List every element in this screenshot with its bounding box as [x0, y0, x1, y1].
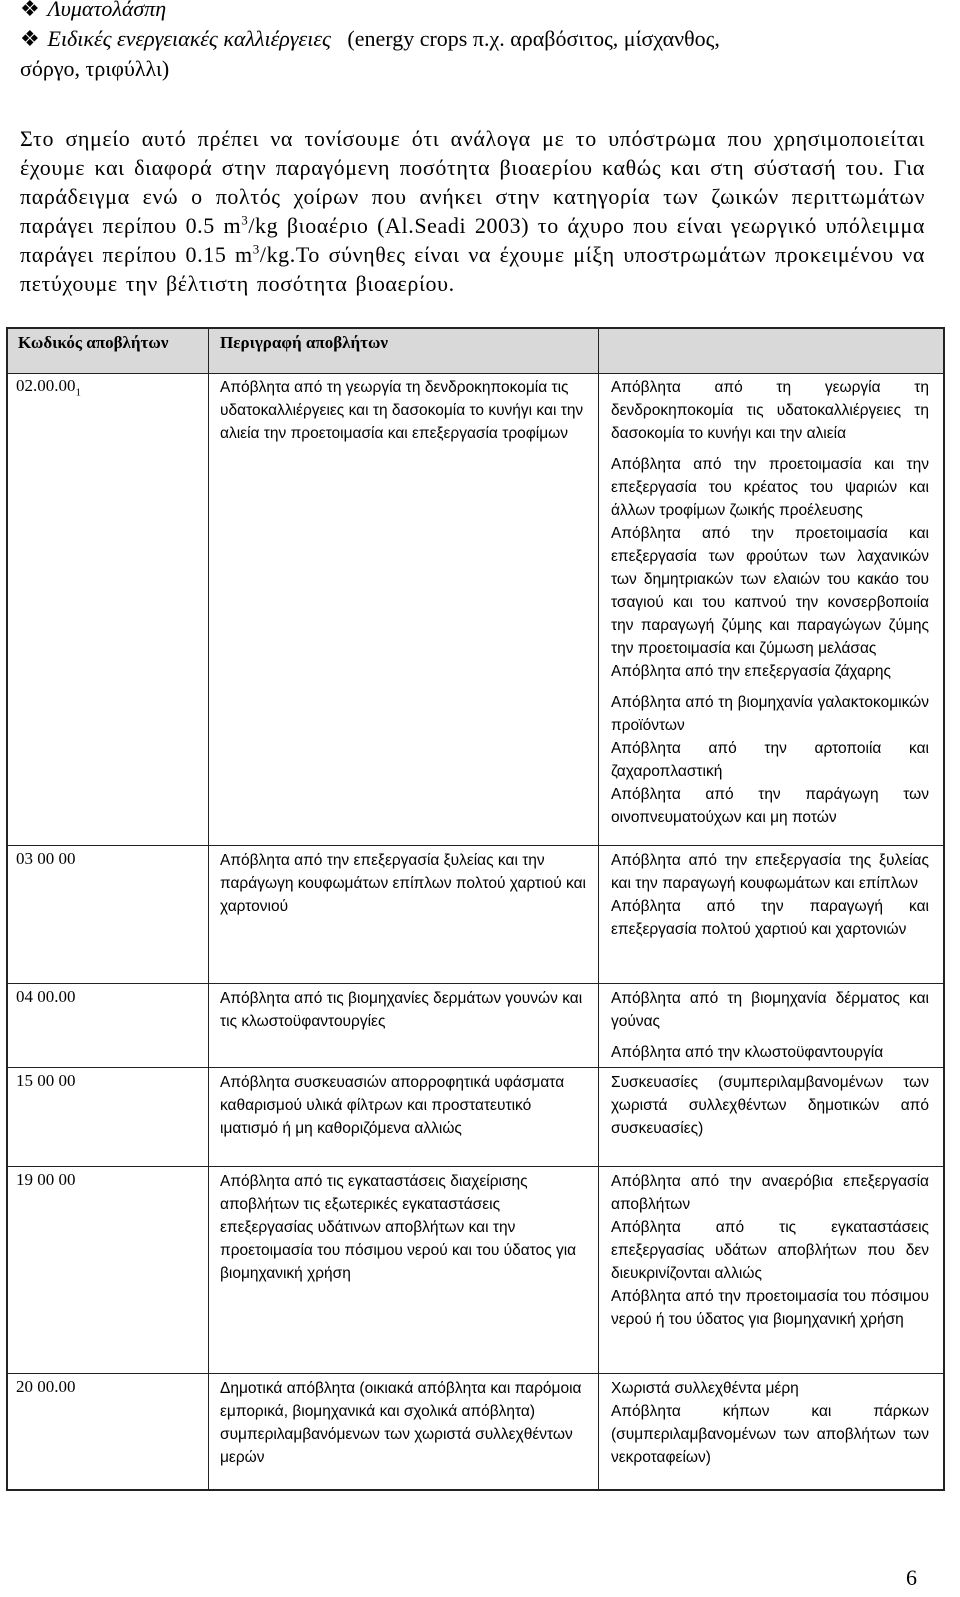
- table-row-description: Απόβλητα από τις βιομηχανίες δερμάτων γουνών και τις κλωστοϋφαντουργίες: [220, 990, 583, 1030]
- bullet-extra: (energy crops π.χ. αραβόσιτος, μίσχανθος,: [347, 26, 720, 51]
- table-row-categories: Συσκευασίες (συμπεριλαμβανομένων των χωριστά συλλεχθέντων δημοτικών από συσκευασίες): [611, 1074, 929, 1137]
- page-number: 6: [906, 1565, 917, 1590]
- table-row-description: Απόβλητα από την επεξεργασία ξυλείας και την παράγωγη κουφωμάτων επίπλων πολτού χαρτιού και χαρτονιού: [220, 852, 586, 915]
- table-row-code: 19 00 00: [16, 1170, 76, 1189]
- diamond-bullet-icon: ❖: [20, 0, 40, 21]
- table-row-code: 20 00.00: [16, 1377, 76, 1396]
- table-row-description: Δημοτικά απόβλητα (οικιακά απόβλητα και παρόμοια εμπορικά, βιομηχανικά και σχολικά απόβλητα) συμπεριλαμβανόμενων των χωριστά συλλεχθέντων μερών: [220, 1380, 582, 1466]
- waste-codes-table: [6, 327, 945, 1491]
- body-paragraph: Στο σημείο αυτό πρέπει να τονίσουμε ότι ανάλογα με το υπόστρωμα που χρησιμοποιείται έχουμε και διαφορά στην παραγόμενη ποσότητα βιοαερίου καθώς και στη σύστασή του. Για παράδειγμα ενώ ο πολτός χοίρων που ανήκει στην κατηγορία των ζωικών περιττωμάτων παράγει περίπου 0.5 $m^3/kg$ βιοαέριο (Al.Seadi 2003) το άχυρο που είναι γεωργικό υπόλειμμα παράγει περίπου 0.15 $m^3/kg.To$ σύνηθες είναι να έχουμε μίξη υποστρωμάτων προκειμένου να πετύχουμε την βέλτιστη ποσότητα βιοαερίου.: [20, 126, 925, 296]
- diamond-bullet-icon: ❖: [20, 26, 40, 51]
- bullet-item: [20, 24, 940, 54]
- bullet-text: Ειδικές ενεργειακές καλλιέργειες: [47, 26, 331, 51]
- table-row-categories: Απόβλητα από την επεξεργασία της ξυλείας και την παραγωγή κουφωμάτων και επίπλων Απόβλητα από την παραγωγή και επεξεργασία πολτού χαρτιού και χαρτονιών: [611, 852, 929, 938]
- row-divider: [8, 1067, 943, 1068]
- table-row-code: 04 00.00: [16, 987, 76, 1006]
- table-row-categories: Απόβλητα από την αναερόβια επεξεργασία αποβλήτων Απόβλητα από τις εγκαταστάσεις επεξεργασίας υδάτων αποβλήτων που δεν διευκρινίζονται αλλιώς Απόβλητα από την προετοιμασία του πόσιμου νερού ή του ύδατος για βιομηχανική χρήση: [611, 1173, 929, 1328]
- row-divider: [8, 1166, 943, 1167]
- header-description: Περιγραφή αποβλήτων: [220, 333, 389, 352]
- row-divider: [8, 845, 943, 846]
- table-row-code: 03 00 00: [16, 849, 76, 868]
- row-divider: [8, 1373, 943, 1374]
- table-row-description: Απόβλητα από τις εγκαταστάσεις διαχείρισης αποβλήτων τις εξωτερικές εγκαταστάσεις επεξεργασίας υδάτινων αποβλήτων και την προετοιμασία του πόσιμου νερού και του ύδατος για βιομηχανική χρήση: [220, 1173, 577, 1282]
- table-row-description: Απόβλητα συσκευασιών απορροφητικά υφάσματα καθαρισμού υλικά φίλτρων και προστατευτικό ιματισμό ή μη καθοριζόμενα αλλιώς: [220, 1074, 565, 1137]
- column-divider: [598, 329, 599, 1489]
- header-code: Κωδικός αποβλήτων: [18, 333, 169, 352]
- table-row-categories: Χωριστά συλλεχθέντα μέρη Απόβλητα κήπων και πάρκων (συμπεριλαμβανομένων των αποβλήτων των νεκροταφείων): [611, 1380, 929, 1466]
- table-row-code: $02.00.00_1$: [16, 376, 81, 399]
- table-row-categories: Απόβλητα από τη γεωργία τη δενδροκηποκομία τις υδατοκαλλιέργειες τη δασοκομία το κυνήγι και την αλιεία Απόβλητα από την προετοιμασία και την επεξεργασία του κρέατος του ψαριών και άλλων τροφίμων ζωικής προέλευσης Απόβλητα από την προετοιμασία και επεξεργασία των φρούτων των λαχανικών των δημητριακών των ελαιών του κακάο του τσαγιού και του καπνού την κονσερβοποιία την παραγωγή ζύμης και παραγώγων ζύμης την προετοιμασία και ζύμωση μελάσας Απόβλητα από την επεξεργασία ζάχαρης Απόβλητα από τη βιομηχανία γαλακτοκομικών προϊόντων Απόβλητα από την αρτοποιία και ζαχαροπλαστική Απόβλητα από την παράγωγη των οινοπνευματούχων και μη ποτών: [611, 379, 929, 826]
- bullet-list: [20, 0, 940, 84]
- table-row-description: Απόβλητα από τη γεωργία τη δενδροκηποκομία τις υδατοκαλλιέργειες και τη δασοκομία το κυνήγι και την αλιεία την προετοιμασία και επεξεργασία τροφίμων: [220, 379, 584, 442]
- table-row-code: 15 00 00: [16, 1071, 76, 1090]
- row-divider: [8, 983, 943, 984]
- bullet-text: Λυματολάσπη: [47, 0, 167, 21]
- bullet-item: [20, 0, 940, 24]
- column-divider: [208, 329, 209, 1489]
- table-row-categories: Απόβλητα από τη βιομηχανία δέρματος και γούνας Απόβλητα από την κλωστοϋφαντουργία: [611, 990, 929, 1061]
- bullet-continuation: σόργο, τριφύλλι): [20, 56, 170, 81]
